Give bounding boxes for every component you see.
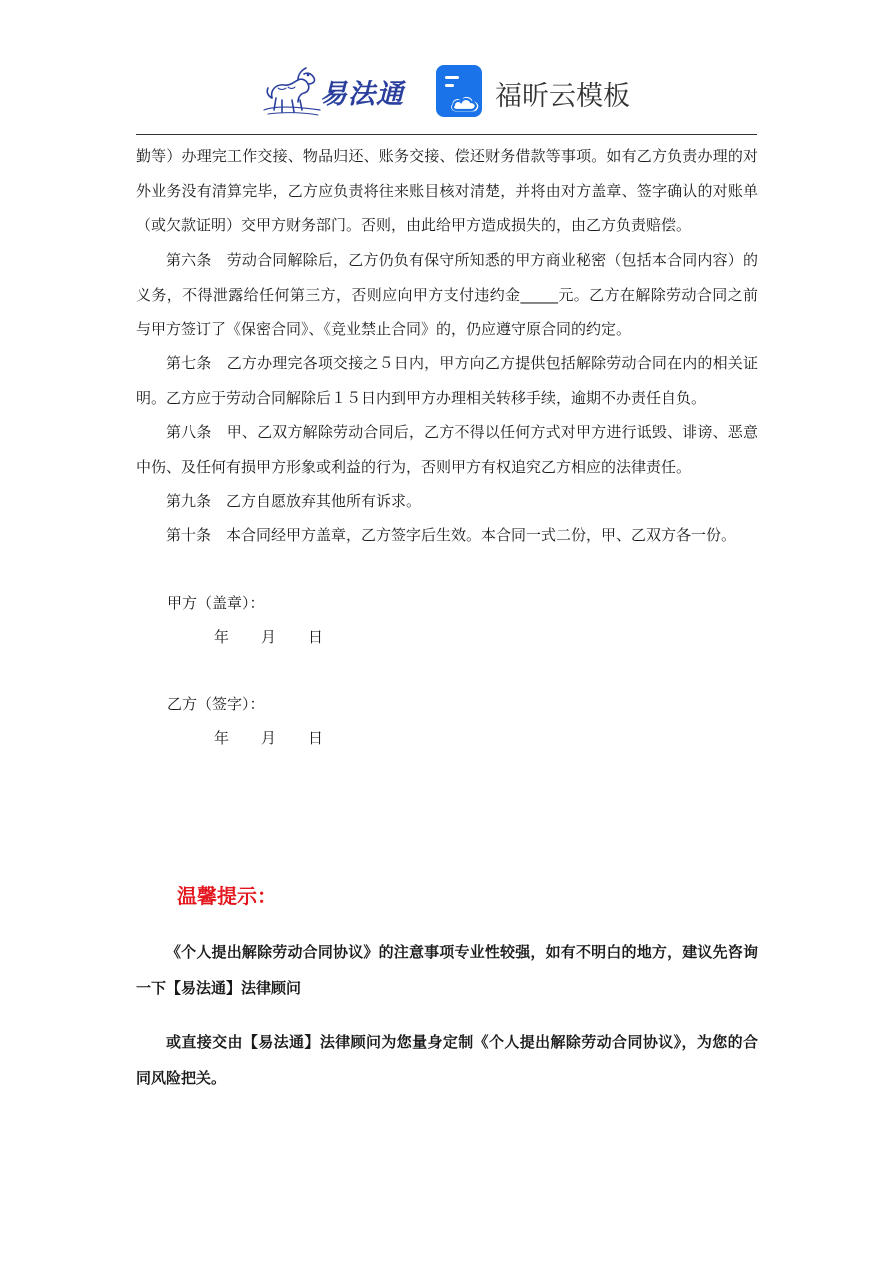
tips-paragraph-1: 《个人提出解除劳动合同协议》的注意事项专业性较强，如有不明白的地方，建议先咨询一下【易法通】法律顾问	[136, 943, 758, 997]
tips-paragraph-2: 或直接交由【易法通】法律顾问为您量身定制《个人提出解除劳动合同协议》，为您的合同风险把关。	[136, 1033, 758, 1087]
yifatong-logo	[262, 60, 412, 120]
party-b-signature-label: 乙方（签字）：	[167, 695, 265, 713]
tips-title: 温馨提示：	[177, 884, 277, 908]
contract-article-7: 第七条 乙方办理完各项交接之５日内，甲方向乙方提供包括解除劳动合同在内的相关证明。乙方应于劳动合同解除后１５日内到甲方办理相关转移手续，逾期不办责任自负。	[136, 354, 758, 407]
logo1-text: 易法通	[320, 79, 404, 110]
day-label: 日	[308, 729, 324, 747]
contract-article-9: 第九条 乙方自愿放弃其他所有诉求。	[166, 492, 422, 510]
logo2-text: 福昕云模板	[495, 81, 630, 112]
year-label: 年	[214, 729, 230, 747]
qilin-icon	[262, 60, 322, 120]
contract-article-6: 第六条 劳动合同解除后，乙方仍负有保守所知悉的甲方商业秘密（包括本合同内容）的义务，不得泄露给任何第三方，否则应向甲方支付违约金_____元。乙方在解除劳动合同之前与甲方签订了《保密合同》、《竞业禁止合同》的，仍应遵守原合同的约定。	[136, 251, 758, 338]
party-a-date	[214, 626, 323, 647]
month-label: 月	[261, 628, 277, 646]
cloud-document-icon	[435, 64, 487, 118]
header-divider	[136, 134, 757, 135]
fuxin-cloud-template-logo	[435, 62, 635, 120]
day-label: 日	[308, 628, 324, 646]
party-b-date	[214, 727, 323, 748]
contract-paragraph: 勤等）办理完工作交接、物品归还、账务交接、偿还财务借款等事项。如有乙方负责办理的对外业务没有清算完毕，乙方应负责将往来账目核对清楚，并将由对方盖章、签字确认的对账单（或欠款证明）交甲方财务部门。否则，由此给甲方造成损失的，由乙方负责赔偿。	[136, 147, 758, 234]
year-label: 年	[214, 628, 230, 646]
contract-article-8: 第八条 甲、乙双方解除劳动合同后，乙方不得以任何方式对甲方进行诋毁、诽谤、恶意中伤、及任何有损甲方形象或利益的行为，否则甲方有权追究乙方相应的法律责任。	[136, 423, 758, 476]
contract-article-10: 第十条 本合同经甲方盖章，乙方签字后生效。本合同一式二份，甲、乙双方各一份。	[166, 526, 737, 544]
page-header	[0, 0, 893, 125]
party-a-signature-label: 甲方（盖章）：	[167, 594, 265, 612]
month-label: 月	[261, 729, 277, 747]
